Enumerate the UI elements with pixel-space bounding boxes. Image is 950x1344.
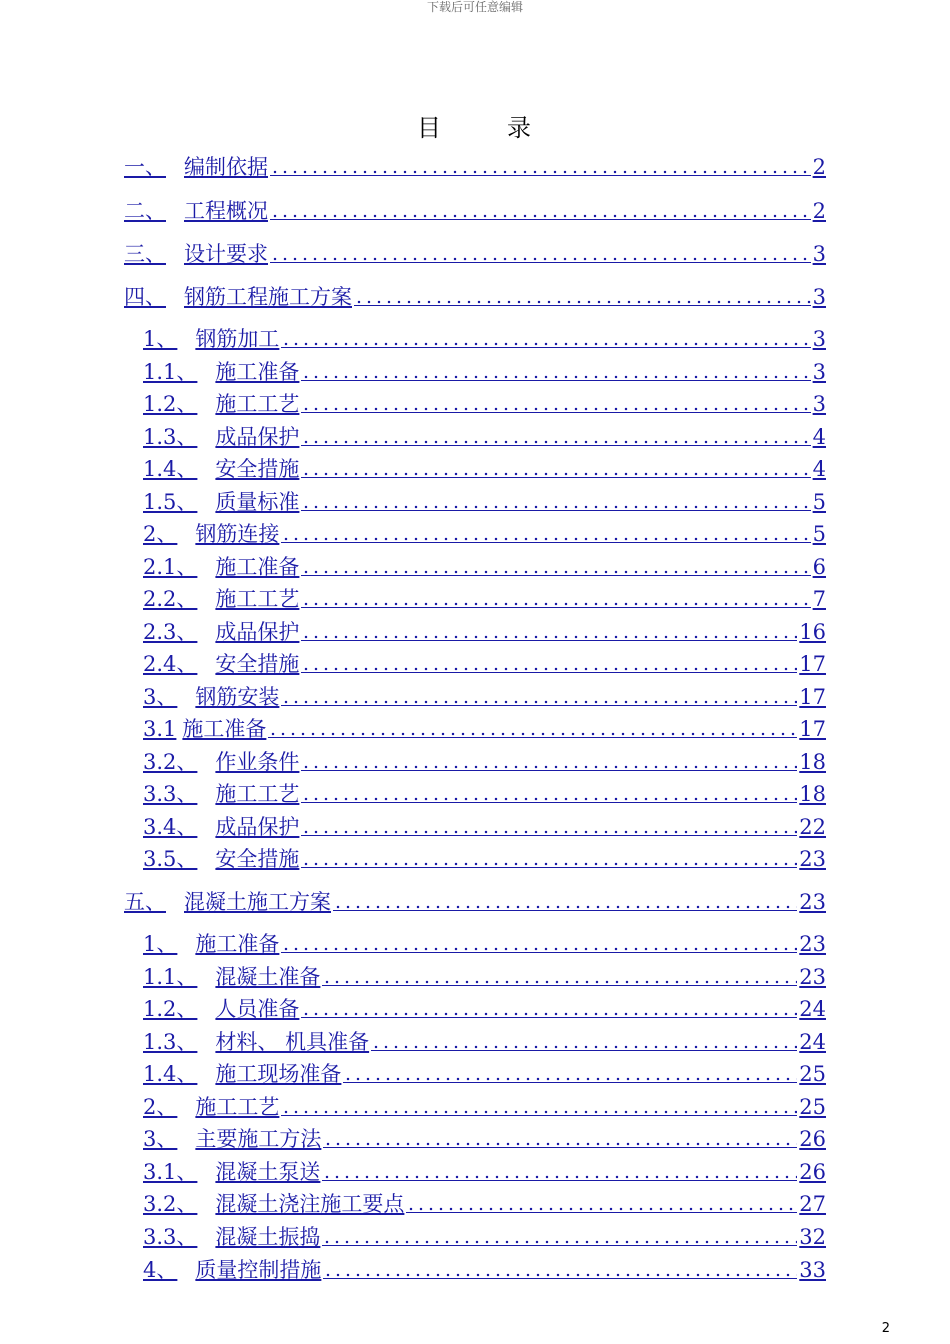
toc-entry-title: 安全措施 bbox=[215, 457, 300, 481]
toc-entry-title: 施工准备 bbox=[215, 360, 300, 384]
toc-entry-title: 钢筋连接 bbox=[195, 522, 280, 546]
toc-entry[interactable] bbox=[143, 390, 826, 418]
toc-dot-leader bbox=[268, 731, 797, 738]
toc-entry-number: 1.1、 bbox=[143, 965, 198, 989]
toc-entry-page: 2 bbox=[812, 199, 826, 223]
toc-entry-title: 施工现场准备 bbox=[215, 1062, 342, 1086]
toc-entry-number: 2.3、 bbox=[143, 620, 198, 644]
toc-entry-page: 7 bbox=[812, 587, 826, 611]
toc-entry-page: 17 bbox=[799, 717, 826, 741]
toc-entry-number: 1.5、 bbox=[143, 490, 198, 514]
toc-entry[interactable] bbox=[143, 995, 826, 1023]
toc-entry-page: 23 bbox=[799, 890, 826, 914]
toc-entry[interactable] bbox=[124, 153, 826, 181]
toc-entry-number: 二、 bbox=[124, 199, 166, 223]
toc-entry-number: 2.2、 bbox=[143, 587, 198, 611]
toc-entry-number: 2.4、 bbox=[143, 652, 198, 676]
toc-entry-title: 材料、 机具准备 bbox=[215, 1030, 370, 1054]
toc-entry-title: 施工工艺 bbox=[215, 392, 300, 416]
toc-entry-number: 一、 bbox=[124, 155, 166, 179]
toc-entry[interactable] bbox=[143, 1028, 826, 1056]
toc-title-left: 目 bbox=[417, 114, 443, 142]
toc-entry-number: 3.2、 bbox=[143, 1192, 198, 1216]
toc-entry[interactable] bbox=[124, 197, 826, 225]
toc-entry[interactable] bbox=[124, 283, 826, 311]
toc-dot-leader bbox=[323, 1141, 797, 1148]
toc-entry-page: 18 bbox=[799, 750, 826, 774]
toc-entry-page: 24 bbox=[799, 1030, 826, 1054]
toc-dot-leader bbox=[281, 1109, 797, 1116]
toc-entry-title: 混凝土施工方案 bbox=[184, 890, 331, 914]
toc-entry-number: 3、 bbox=[143, 685, 178, 709]
toc-dot-leader bbox=[322, 1239, 797, 1246]
toc-entry-title: 施工准备 bbox=[215, 555, 300, 579]
toc-entry-number: 3.1、 bbox=[143, 1160, 198, 1184]
toc-dot-leader bbox=[281, 699, 797, 706]
toc-entry-title: 施工工艺 bbox=[195, 1095, 280, 1119]
toc-entry-number: 1.2、 bbox=[143, 997, 198, 1021]
toc-entry-title: 安全措施 bbox=[215, 652, 300, 676]
toc-entry-number: 3.5、 bbox=[143, 847, 198, 871]
toc-entry-title: 混凝土振捣 bbox=[215, 1225, 321, 1249]
toc-entry[interactable] bbox=[143, 488, 826, 516]
toc-entry-title: 作业条件 bbox=[215, 750, 300, 774]
toc-entry[interactable] bbox=[143, 683, 826, 711]
toc-entry-number: 1、 bbox=[143, 327, 178, 351]
toc-entry-page: 3 bbox=[812, 392, 826, 416]
toc-entry-page: 16 bbox=[799, 620, 826, 644]
toc-entry-title: 施工准备 bbox=[182, 717, 267, 741]
toc-entry-title: 安全措施 bbox=[215, 847, 300, 871]
toc-entry-page: 27 bbox=[799, 1192, 826, 1216]
toc-entry-title: 人员准备 bbox=[215, 997, 300, 1021]
toc-entry-title: 钢筋加工 bbox=[195, 327, 280, 351]
toc-dot-leader bbox=[281, 946, 797, 953]
toc-entry-number: 1、 bbox=[143, 932, 178, 956]
toc-entry[interactable] bbox=[143, 618, 826, 646]
toc-dot-leader bbox=[301, 861, 797, 868]
toc-entry-page: 18 bbox=[799, 782, 826, 806]
toc-entry[interactable] bbox=[143, 1190, 826, 1218]
toc-entry[interactable] bbox=[143, 813, 826, 841]
toc-entry-number: 3、 bbox=[143, 1127, 178, 1151]
toc-dot-leader bbox=[343, 1076, 797, 1083]
toc-entry-page: 2 bbox=[812, 155, 826, 179]
toc-entry-page: 33 bbox=[799, 1258, 826, 1282]
page-number: 2 bbox=[881, 1321, 890, 1336]
toc-entry[interactable] bbox=[124, 240, 826, 268]
toc-entry-page: 5 bbox=[812, 522, 826, 546]
toc-dot-leader bbox=[281, 536, 810, 543]
toc-dot-leader bbox=[333, 904, 797, 911]
toc-entry-title: 施工准备 bbox=[195, 932, 280, 956]
toc-dot-leader bbox=[354, 299, 811, 306]
toc-entry-title: 钢筋工程施工方案 bbox=[184, 285, 352, 309]
toc-dot-leader bbox=[270, 169, 811, 176]
toc-entry-title: 成品保护 bbox=[215, 425, 300, 449]
toc-entry[interactable] bbox=[143, 520, 826, 548]
toc-entry-page: 4 bbox=[812, 425, 826, 449]
toc-dot-leader bbox=[322, 1174, 797, 1181]
toc-entry-page: 25 bbox=[799, 1062, 826, 1086]
toc-entry[interactable] bbox=[124, 888, 826, 916]
page-header: 下载后可任意编辑 bbox=[426, 0, 523, 14]
toc-entry-title: 质量控制措施 bbox=[195, 1258, 322, 1282]
toc-entry-page: 24 bbox=[799, 997, 826, 1021]
toc-dot-leader bbox=[322, 979, 797, 986]
toc-entry-page: 17 bbox=[799, 652, 826, 676]
toc-entry-number: 3.3、 bbox=[143, 1225, 198, 1249]
toc-entry-number: 2.1、 bbox=[143, 555, 198, 579]
toc-entry-page: 5 bbox=[812, 490, 826, 514]
toc-entry-number: 三、 bbox=[124, 242, 166, 266]
toc-entry[interactable] bbox=[143, 715, 826, 743]
toc-dot-leader bbox=[301, 601, 810, 608]
toc-entry-title: 质量标准 bbox=[215, 490, 300, 514]
toc-entry-title: 施工工艺 bbox=[215, 782, 300, 806]
toc-dot-leader bbox=[301, 374, 810, 381]
toc-entry-number: 1.4、 bbox=[143, 457, 198, 481]
toc-dot-leader bbox=[301, 634, 797, 641]
toc-entry-number: 3.4、 bbox=[143, 815, 198, 839]
toc-entry-title: 混凝土浇注施工要点 bbox=[215, 1192, 405, 1216]
toc-entry-page: 23 bbox=[799, 932, 826, 956]
toc-entry[interactable] bbox=[143, 553, 826, 581]
toc-entry[interactable] bbox=[143, 963, 826, 991]
toc-entry[interactable] bbox=[143, 1125, 826, 1153]
toc-entry-number: 4、 bbox=[143, 1258, 178, 1282]
toc-entry-number: 1.3、 bbox=[143, 1030, 198, 1054]
toc-entry-page: 25 bbox=[799, 1095, 826, 1119]
toc-entry[interactable] bbox=[143, 930, 826, 958]
toc-entry[interactable] bbox=[143, 455, 826, 483]
toc-entry-page: 3 bbox=[812, 360, 826, 384]
toc-entry-title: 混凝土泵送 bbox=[215, 1160, 321, 1184]
toc-entry-number: 3.3、 bbox=[143, 782, 198, 806]
toc-dot-leader bbox=[371, 1044, 797, 1051]
toc-entry-page: 3 bbox=[812, 242, 826, 266]
toc-entry-page: 6 bbox=[812, 555, 826, 579]
toc-entry-title: 设计要求 bbox=[184, 242, 268, 266]
toc-dot-leader bbox=[301, 796, 797, 803]
toc-entry-page: 26 bbox=[799, 1127, 826, 1151]
toc-entry-number: 1.3、 bbox=[143, 425, 198, 449]
toc-entry-number: 2、 bbox=[143, 522, 178, 546]
toc-entry[interactable] bbox=[143, 1223, 826, 1251]
toc-title-right: 录 bbox=[507, 114, 533, 142]
toc-entry[interactable] bbox=[143, 325, 826, 353]
toc-entry-title: 编制依据 bbox=[184, 155, 268, 179]
toc-dot-leader bbox=[301, 829, 797, 836]
toc-dot-leader bbox=[301, 471, 810, 478]
toc-entry-number: 1.4、 bbox=[143, 1062, 198, 1086]
toc-dot-leader bbox=[301, 504, 810, 511]
toc-entry-page: 3 bbox=[812, 285, 826, 309]
toc-entry-page: 23 bbox=[799, 965, 826, 989]
toc-dot-leader bbox=[301, 439, 810, 446]
toc-entry-title: 成品保护 bbox=[215, 620, 300, 644]
toc-entry-number: 3.2、 bbox=[143, 750, 198, 774]
toc-entry-number: 1.2、 bbox=[143, 392, 198, 416]
toc-entry-page: 23 bbox=[799, 847, 826, 871]
toc-entry[interactable] bbox=[143, 780, 826, 808]
toc-dot-leader bbox=[301, 764, 797, 771]
toc-dot-leader bbox=[301, 569, 810, 576]
toc-dot-leader bbox=[270, 256, 811, 263]
toc-entry-title: 施工工艺 bbox=[215, 587, 300, 611]
toc-entry-page: 22 bbox=[799, 815, 826, 839]
toc-entry[interactable] bbox=[143, 585, 826, 613]
toc-dot-leader bbox=[301, 1011, 797, 1018]
toc-entry-page: 32 bbox=[799, 1225, 826, 1249]
toc-dot-leader bbox=[301, 666, 797, 673]
toc-entry[interactable] bbox=[143, 423, 826, 451]
toc-entry-page: 3 bbox=[812, 327, 826, 351]
toc-entry[interactable] bbox=[143, 748, 826, 776]
toc-entry-number: 3.1 bbox=[143, 717, 177, 741]
toc-entry-title: 混凝土准备 bbox=[215, 965, 321, 989]
toc-entry-title: 工程概况 bbox=[184, 199, 268, 223]
toc-dot-leader bbox=[270, 213, 811, 220]
toc-dot-leader bbox=[301, 406, 810, 413]
toc-entry-page: 26 bbox=[799, 1160, 826, 1184]
toc-dot-leader bbox=[406, 1206, 797, 1213]
toc-entry[interactable] bbox=[143, 1060, 826, 1088]
toc-entry[interactable] bbox=[143, 1158, 826, 1186]
toc-entry[interactable] bbox=[143, 650, 826, 678]
toc-entry-page: 4 bbox=[812, 457, 826, 481]
toc-entry[interactable] bbox=[143, 845, 826, 873]
toc-entry-number: 五、 bbox=[124, 890, 166, 914]
toc-entry-number: 四、 bbox=[124, 285, 166, 309]
toc-entry-title: 钢筋安装 bbox=[195, 685, 280, 709]
toc-title bbox=[0, 108, 950, 143]
toc-entry[interactable] bbox=[143, 1256, 826, 1284]
toc-entry[interactable] bbox=[143, 358, 826, 386]
toc-dot-leader bbox=[281, 341, 810, 348]
toc-entry-page: 17 bbox=[799, 685, 826, 709]
toc-entry-title: 成品保护 bbox=[215, 815, 300, 839]
toc-entry-title: 主要施工方法 bbox=[195, 1127, 322, 1151]
toc-dot-leader bbox=[323, 1272, 797, 1279]
toc-entry-number: 1.1、 bbox=[143, 360, 198, 384]
toc-entry[interactable] bbox=[143, 1093, 826, 1121]
toc-entry-number: 2、 bbox=[143, 1095, 178, 1119]
